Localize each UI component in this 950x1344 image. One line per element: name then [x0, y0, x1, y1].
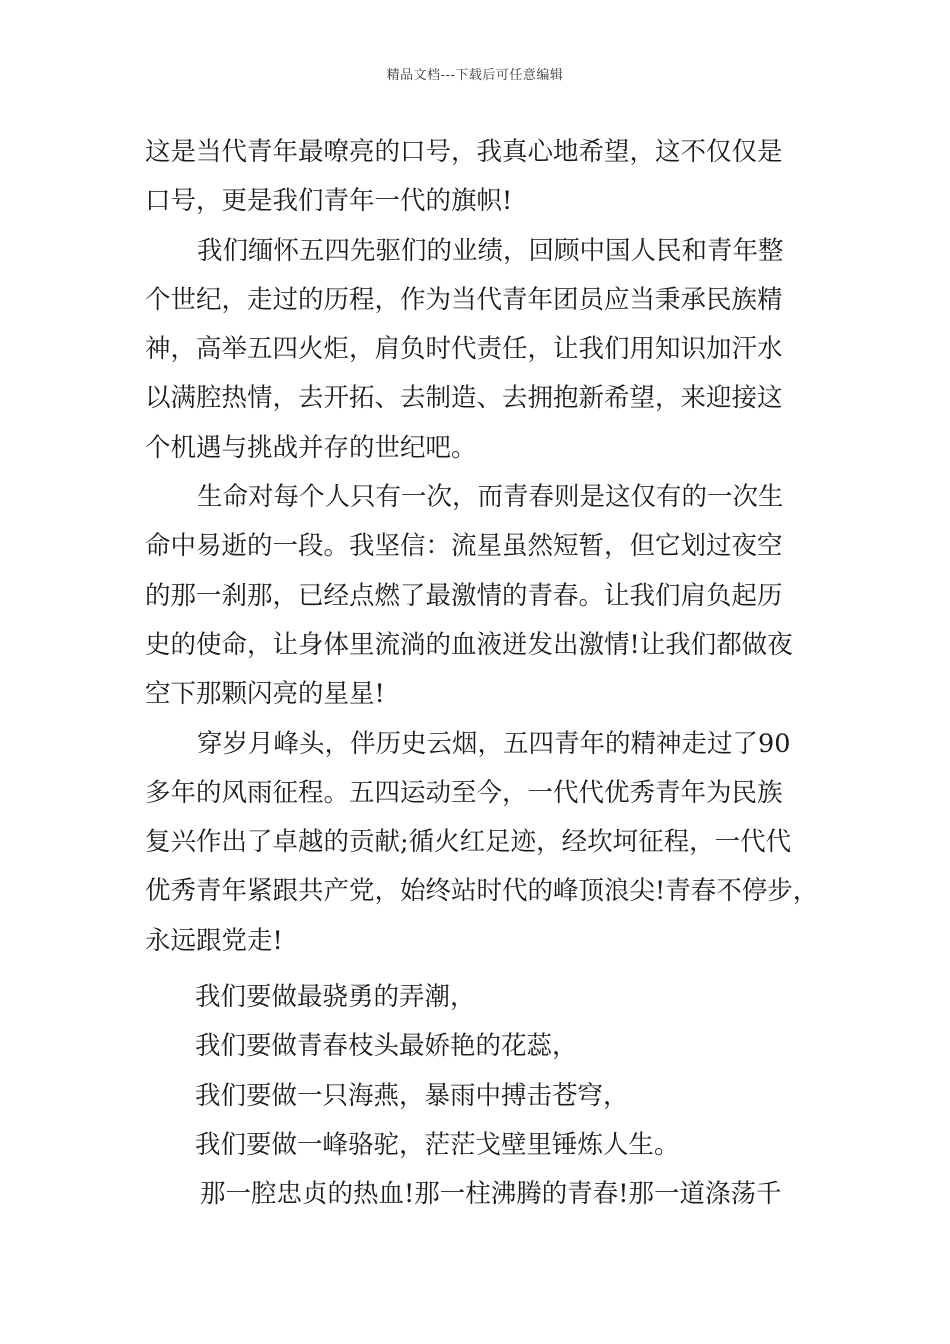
- text-line: 个机遇与挑战并存的世纪吧。: [145, 432, 477, 463]
- text-line: 口号，更是我们青年一代的旗帜!: [145, 186, 513, 217]
- paragraph-start-line: 我们缅怀五四先驱们的业绩，回顾中国人民和青年整: [197, 235, 784, 266]
- verse-line: 我们要做最骁勇的弄潮，: [195, 982, 476, 1013]
- text-line: 多年的风雨征程。五四运动至今，一代代优秀青年为民族: [145, 777, 783, 808]
- text-line: 空下那颗闪亮的星星!: [145, 679, 385, 710]
- text-line: 永远跟党走!: [145, 925, 283, 956]
- text-line: 的那一刹那，已经点燃了最激情的青春。让我们肩负起历: [145, 580, 783, 611]
- text-line: 神，高举五四火炬，肩负时代责任，让我们用知识加汗水: [145, 334, 783, 365]
- verse-spacer: [145, 966, 815, 973]
- text-line: 史的使命，让身体里流淌的血液迸发出激情!让我们都做夜: [145, 629, 793, 660]
- document-body: [145, 128, 819, 1220]
- verse-line: 我们要做一峰骆驼，茫茫戈壁里锤炼人生。: [195, 1129, 680, 1160]
- paragraph-start-line: 那一腔忠贞的热血!那一柱沸腾的青春!那一道涤荡千: [200, 1179, 782, 1210]
- paragraph-start-line: 穿岁月峰头，伴历史云烟，五四青年的精神走过了90: [197, 728, 791, 759]
- text-line: 这是当代青年最嘹亮的口号，我真心地希望，这不仅仅是: [145, 137, 783, 167]
- paragraph-start-line: 生命对每个人只有一次，而青春则是这仅有的一次生: [197, 482, 784, 513]
- text-line: 以满腔热情，去开拓、去制造、去拥抱新希望，来迎接这: [145, 383, 783, 414]
- text-line: 优秀青年紧跟共产党，始终站时代的峰顶浪尖!青春不停步，: [145, 876, 819, 907]
- verse-line: 我们要做青春枝头最娇艳的花蕊，: [195, 1031, 578, 1062]
- text-line: 命中易逝的一段。我坚信：流星虽然短暂，但它划过夜空: [145, 531, 783, 562]
- text-line: 个世纪，走过的历程，作为当代青年团员应当秉承民族精: [145, 284, 783, 315]
- verse-line: 我们要做一只海燕，暴雨中搏击苍穹，: [195, 1080, 629, 1111]
- text-line: 复兴作出了卓越的贡献;循火红足迹，经坎坷征程，一代代: [145, 827, 792, 858]
- page-header: 精品文档---下载后可任意编辑: [386, 68, 564, 83]
